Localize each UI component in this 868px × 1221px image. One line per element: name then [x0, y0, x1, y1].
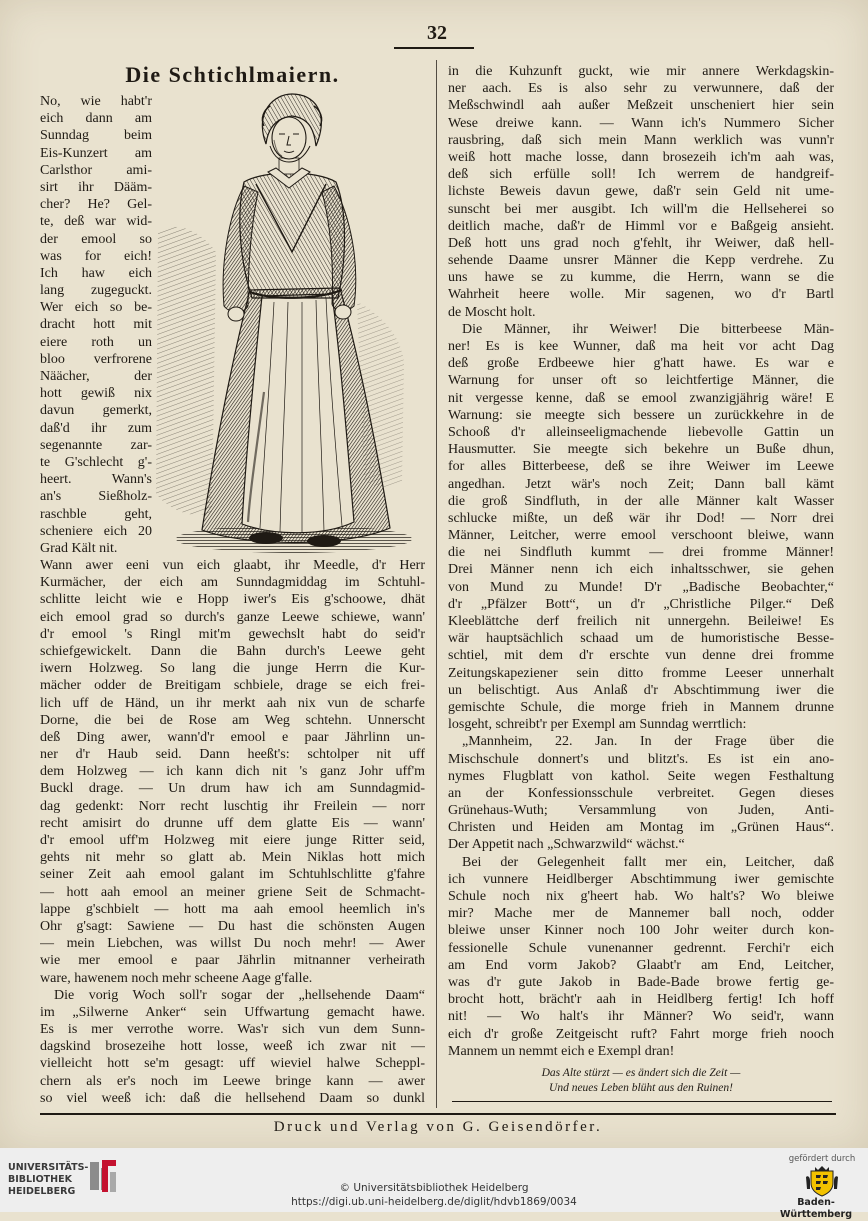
shawl-bodice — [240, 173, 345, 298]
text-line: Mischschule donnert's und blitzt's. Es ist ein ano- — [448, 751, 834, 767]
paragraph — [448, 854, 834, 1060]
text-line: was d'r gute Jakob in Bade-Bade browe fertig ge- — [448, 974, 834, 990]
text-line: Christen und Heiden am Montag im „Grünen Haus“. — [448, 820, 834, 836]
text-line: Mannem un nemmt eich e Exempl dran! — [448, 1043, 675, 1059]
text-line: dagskind brosezeihe hott losse, weeß ich zwar nit — — [40, 1039, 425, 1055]
text-line: was for eich! — [40, 248, 152, 264]
imprint-rule — [40, 1113, 836, 1115]
text-line: weiß hott mache losse, dann brosezeih ich'm aah was, — [448, 149, 834, 165]
text-line: daß'd ihr zum — [40, 420, 152, 436]
text-line: dem Holzweg — ich kann dich nit 's ganz Johr uff'm — [40, 764, 425, 780]
text-line: lich uff de Händ, un ihr merkt aah nix vun de scharfe — [40, 695, 425, 711]
text-line: deitlich mache, daß'r de Himml vor e Baßgeig ansieht. — [448, 218, 834, 234]
ub-heidelberg-logo-icon — [88, 1158, 118, 1194]
text-line: Warnung: sie meegte sich bessere un zurückkehre in de — [448, 407, 834, 423]
text-line: iwern Holzweg. So lang die junge Herrn die Kur- — [40, 661, 425, 677]
text-line: Warnung for unser oft so leichtfertige Männer, die — [448, 373, 834, 389]
page-number: 32 — [427, 22, 447, 44]
text-line: sehende Daame unsrer Männer die Kepp verdrehe. Zu — [448, 253, 834, 269]
text-line: lappe g'schbielt — hott ma aah emool heemlich in's — [40, 901, 425, 917]
text-line: schlucke mißte, un deß wär ihr Dod! — Norr drei — [448, 510, 834, 526]
text-line: ware, hawenem noch mehr scheene Aage g'falle. — [40, 970, 313, 986]
text-line: hott gewiß nix — [40, 386, 152, 402]
left-hand — [228, 307, 244, 321]
text-line: Deß hott uns grad noch g'fehlt, ihr Weiwer, daß hell- — [448, 235, 834, 251]
left-column-text — [40, 557, 425, 1107]
text-line: Schooß d'r alleinseeligmachende liebevolle Gattin un — [448, 424, 834, 440]
copyright-notice: © Universitätsbibliothek Heidelberg — [339, 1182, 529, 1194]
baden-wuerttemberg-crest-icon — [805, 1165, 839, 1197]
text-line: Wann awer eeni vun eich glaabt, ihr Meedle, d'r Herr — [40, 558, 425, 573]
text-line: heert. Wann's — [40, 472, 152, 488]
intro-text-beside-illustration — [40, 93, 152, 557]
text-line: Es is mer verrothe worre. Was'r sich vun dem Sunn- — [40, 1022, 425, 1038]
library-logo-text — [8, 1162, 90, 1198]
text-line: lichste Beweis davun gewe, daß'r sein Geld nit ume- — [448, 184, 834, 200]
article-title: Die Schtichlmaiern. — [125, 62, 340, 87]
text-line: an der Konfessionsschule verbreitet. Gegen dieses — [448, 785, 834, 801]
text-line: Grad Kält nit. — [40, 540, 118, 556]
text-line: cher? He? Gel- — [40, 197, 152, 213]
text-line: Schule noch nix g'heert hab. Wo halt's? Wo bleiwe — [448, 889, 834, 904]
text-line: so viel weeß ich: daß die hellsehend Daam so dunkl — [40, 1090, 425, 1106]
paragraph — [448, 63, 834, 321]
text-line: am End vorm Jakob? Glaabt'r am End, Leitcher, — [448, 957, 834, 973]
text-line: dracht hott mit — [40, 317, 152, 333]
text-line: davun gemerkt, — [40, 403, 152, 419]
text-line: Wer eich so be- — [40, 300, 152, 316]
text-line: Die Männer, ihr Weiwer! Die bitterbeese Män- — [462, 321, 834, 337]
text-line: eich emool grad so durch's ganze Leewe schiewe, wann' — [40, 609, 425, 625]
text-line: No, wie habt'r — [40, 94, 152, 109]
text-line: in die Kuhzunft guckt, wie mir annere Werkdagskin- — [448, 64, 834, 79]
text-line: gemischte Schule, die morge frieh in Mannem drunne — [448, 699, 834, 715]
funder-name: Baden-Württemberg — [779, 1197, 853, 1220]
permalink-url[interactable]: https://digi.ub.uni-heidelberg.de/diglit/hdvb1869/0034 — [291, 1196, 577, 1208]
text-line: vielleicht hott se'm gesagt: uff wieviel halwe Scheppl- — [40, 1056, 425, 1072]
paragraph — [448, 321, 834, 734]
text-line: Ich haw eich — [40, 265, 152, 281]
text-line: raschble geht, — [40, 506, 152, 522]
text-line: deß Ding awer, wann'd'r emool e paar Jährlinn un- — [40, 729, 425, 745]
text-line: Meßschwindl aah außer Meßzeit unscheniert hier sein — [448, 98, 834, 114]
text-line: mächer odder de Breitigam schbiele, drage se eich frei- — [40, 678, 425, 694]
text-line: Ohr g'sagt: Sawiene — Du hast die schönsten Augen — [40, 918, 425, 934]
text-line: Eis-Kunzert am — [40, 145, 152, 161]
text-line: uns hawe se zu kumme, die Herrn, wann se die — [448, 270, 834, 286]
text-line: „Mannheim, 22. Jan. In der Frage über die — [462, 734, 834, 750]
column-divider — [436, 60, 437, 1108]
library-footer-bar — [0, 1148, 868, 1220]
text-line: Sunndag beim — [40, 128, 152, 144]
text-line: schiefgewickelt. Dann die Bahn durch's Leewe geht — [40, 643, 425, 659]
text-line: ner aach. Es is also sehr zu verwunnere, daß der — [448, 81, 834, 97]
text-line: ich vunnere Heidlberger Abschtimmung iwer gemischte — [448, 871, 834, 887]
library-logo-line: HEIDELBERG — [8, 1186, 76, 1197]
funded-by-label: gefördert durch — [788, 1154, 856, 1164]
text-line: deß große Erdbeewe hier g'hatt hawe. Es war e — [448, 356, 834, 372]
verse-rule — [452, 1101, 832, 1102]
text-line: mir? Mache mer de Mannemer ball noch, odder — [448, 906, 834, 922]
library-logo-line: UNIVERSITÄTS- — [8, 1162, 89, 1173]
text-line: rausbring, daß sich mein Mann werklich was vunn'r — [448, 132, 834, 148]
text-line: dag gedenkt: Norr recht luschtig ihr Freilein — norr — [40, 798, 425, 814]
paragraph — [40, 987, 425, 1107]
text-line: Hausmutter. Sie meegte sich bekehre un Buße dhun, — [448, 442, 834, 458]
left-shoe — [249, 532, 283, 544]
text-line: Zeitungskapeziener sein ditto fromme Leeser unnerhalt — [448, 665, 834, 681]
woman-engraving-illustration — [152, 92, 425, 555]
paragraph — [40, 557, 425, 987]
verse-line: Und neues Leben blüht aus den Ruinen! — [549, 1082, 733, 1094]
right-hand — [335, 305, 351, 319]
text-line: Bei der Gelegenheit fallt mer ein, Leitcher, daß — [462, 854, 834, 870]
text-line: for alles Bitterbeese, deß se ihre Weiwer im Leewe — [448, 459, 834, 475]
text-line: der emool so — [40, 231, 152, 247]
text-line: eich d'r große Zeitgeischt ruft? Fahrt morge frieh nooch — [448, 1026, 834, 1042]
text-line: — hott aah emool an meiner griene Seit de Schmacht- — [40, 884, 425, 900]
text-line: gehts nit mehr so glatt ab. Mein Niklas hott mich — [40, 850, 425, 866]
text-line: an's Sießholz- — [40, 489, 152, 505]
text-line: Näächer, der — [40, 369, 152, 384]
verse-line: Das Alte stürzt — es ändert sich die Zeit — — [541, 1067, 741, 1079]
text-line: fessionelle Schule vunenanner gedrennt. Ferchi'r eich — [448, 940, 834, 956]
text-line: nymes Flugblatt von kathol. Seite wegen Festhaltung — [448, 768, 834, 784]
text-line: Drei Männer nenn ich eich inhaltsschwer, sie gehen — [448, 562, 834, 578]
text-line: brocht hott, brächt'r aah in Heidlberg fertig! Ich hoff — [448, 992, 834, 1008]
right-column-text — [448, 63, 834, 1060]
text-line: deß sich erfülle soll! Ich werrem de handgreif- — [448, 167, 834, 183]
text-line: d'r „Pfälzer Bott“, un d'r „Christliche Pilger.“ Deß — [448, 596, 834, 612]
text-line: eiere roth un — [40, 334, 152, 350]
text-line: seiner Zeit aah emool galant im Schtuhlschlitte g'fahre — [40, 867, 425, 883]
text-line: — mein Liebchen, was willst Du noch mehr! — Awer — [40, 936, 425, 952]
text-line: un belischtigt. Aus Anlaß d'r Abschtimmung iwer die — [448, 682, 834, 698]
text-line: schtiel, mit dem d'r erschte vun denne drei fromme — [448, 648, 834, 664]
text-line: ner d'r Haub seid. Dann heeßt's: schtolper nit uff — [40, 747, 425, 763]
text-line: segenannte zar- — [40, 437, 152, 453]
text-line: scheniere eich 20 — [40, 523, 152, 539]
background-hatching — [156, 227, 216, 515]
text-line: ner! Es is kee Wunner, daß ma heit vor acht Dag — [448, 339, 834, 354]
text-line: Männer, Leitcher, werre emool verschoont bleiwe, wann — [448, 528, 834, 544]
text-line: de Moscht holt. — [448, 304, 536, 320]
text-line: d'r emool uff'm Holzweg mit eiere junge Ritter seid, — [40, 833, 425, 848]
text-line: angedhan. Jetzt wär's noch Zeit; Dann ball kämt — [448, 476, 834, 492]
page-number-rule — [394, 47, 474, 49]
text-line: te G'schlecht g'- — [40, 454, 152, 470]
text-line: Wahrheit heere wolle. Mir sagenen, wo d'r Bartl — [448, 287, 834, 303]
text-line: die nei Sindfluth kummt — drei fromme Männer! — [448, 545, 834, 561]
text-line: wie mer emool e paar Jährlin mitnanner verheirath — [40, 953, 425, 969]
text-line: die groß Sindfluth, in der alle Männer kalt Wasser — [448, 493, 834, 509]
text-line: Kurmächer, der eich am Sunndagmiddag im Schtuhl- — [40, 575, 425, 591]
text-line: Dorne, die bei de Rose am Weg schtehn. Unnerscht — [40, 712, 425, 728]
text-line: wär hauptsächlich schaad um de humoristische Besse- — [448, 631, 834, 647]
text-line: d'r emool 's Ringl mit'm gewechslt habt do seid'r — [40, 626, 425, 642]
text-line: Kleeblättche derf freilich nit unnergehn. Beileiwe! Es — [448, 614, 834, 629]
text-line: Buckl drage. — Un drum haw ich am Sunndagmid- — [40, 781, 425, 797]
text-line: losgeht, schreibt'r per Exempl am Sunndag werrtlich: — [448, 717, 747, 733]
text-line: sirt ihr Dääm- — [40, 179, 152, 195]
text-line: von Mund zu Munde! D'r „Badische Beobachter,“ — [448, 579, 834, 595]
text-line: chern als er's noch im Leewe bringe kann — awer — [40, 1073, 425, 1089]
text-line: nit! — Wo halt's ihr Männer? Wo seid'r, wann — [448, 1009, 834, 1025]
imprint: Druck und Verlag von G. Geisendörfer. — [273, 1119, 603, 1135]
text-line: im „Silwerne Anker“ sein Uffwartung gemacht hawe. — [40, 1004, 425, 1020]
text-line: te, deß war wid- — [40, 214, 152, 230]
paragraph — [448, 733, 834, 853]
text-line: Grünehaus-Wuth; Versammlung von Juden, Anti- — [448, 803, 834, 819]
text-line: eich dann am — [40, 111, 152, 127]
text-line: Carlsthor ami- — [40, 162, 152, 178]
right-shoe — [307, 535, 341, 547]
text-line: sunscht bei mer ausgibt. Ich will'm die Hellseherei so — [448, 201, 834, 217]
closing-verse — [448, 1066, 834, 1096]
text-line: bloo verfrorene — [40, 351, 152, 367]
text-line: Wese dreiwe kann. — Wann ich's Nummero Sicher — [448, 115, 834, 131]
text-line: recht amisirt do drunne uff dem glatte Eis — wann' — [40, 815, 425, 831]
text-line: nit vergesse kenne, daß se emool zwanzigjährig wäre! E — [448, 390, 834, 406]
text-line: schlitte leicht wie e Hopp iwer's Eis g'schoowe, dhät — [40, 592, 425, 608]
text-line: bleiwe unser Kinner noch 100 Johr weiter durch kon- — [448, 923, 834, 939]
library-logo-line: BIBLIOTHEK — [8, 1174, 72, 1185]
text-line: Der Appetit nach „Schwarzwild“ wächst.“ — [448, 837, 685, 853]
text-line: Die vorig Woch soll'r sogar der „hellsehende Daam“ — [54, 987, 425, 1003]
text-line: lang zugeguckt. — [40, 283, 152, 299]
